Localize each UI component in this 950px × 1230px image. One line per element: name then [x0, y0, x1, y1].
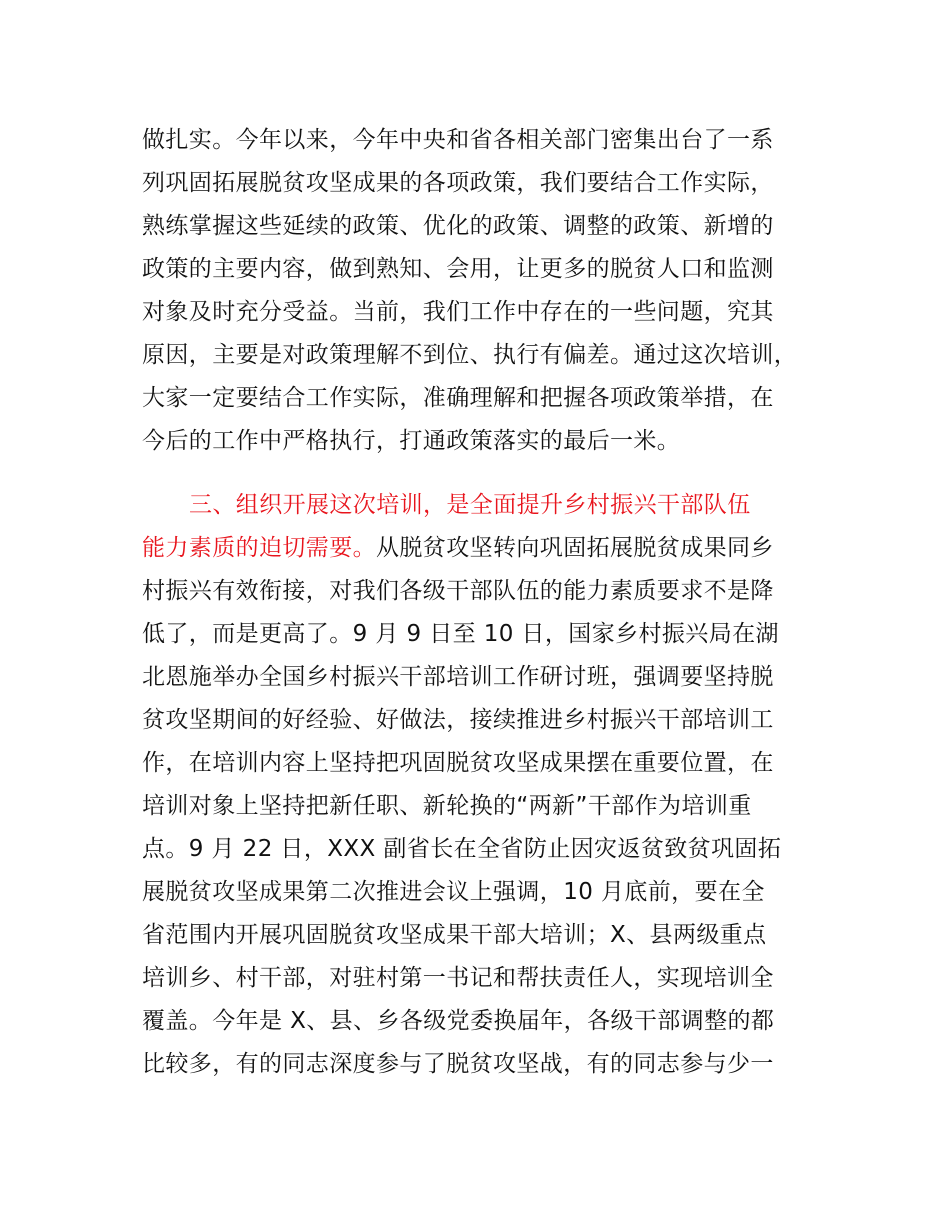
paragraph-line: 覆盖。今年是 X、县、乡各级党委换届年，各级干部调整的都	[142, 1008, 775, 1034]
paragraph-line: 培训乡、村干部，对驻村第一书记和帮扶责任人，实现培训全	[142, 965, 774, 991]
paragraph-line: 低了，而是更高了。9 月 9 日至 10 日，国家乡村振兴局在湖	[142, 621, 779, 647]
paragraph-line: 政策的主要内容，做到熟知、会用，让更多的脱贫人口和监测	[142, 256, 774, 282]
paragraph-line: 做扎实。今年以来，今年中央和省各相关部门密集出台了一系	[142, 127, 774, 153]
paragraph-line: 培训对象上坚持把新任职、新轮换的“两新”干部作为培训重	[142, 793, 752, 819]
section-heading-tail: 能力素质的迫切需要。	[142, 535, 376, 561]
paragraph-line: 大家一定要结合工作实际，准确理解和把握各项政策举措，在	[142, 385, 774, 411]
paragraph-line: 展脱贫攻坚成果第二次推进会议上强调，10 月底前，要在全	[142, 879, 765, 905]
paragraph-line: 北恩施举办全国乡村振兴干部培训工作研讨班，强调要坚持脱	[142, 664, 774, 690]
paragraph-line: 熟练掌握这些延续的政策、优化的政策、调整的政策、新增的	[142, 213, 774, 239]
section-heading: 三、组织开展这次培训，是全面提升乡村振兴干部队伍	[189, 492, 751, 518]
paragraph-line: 列巩固拓展脱贫攻坚成果的各项政策，我们要结合工作实际，	[142, 170, 774, 196]
paragraph-line: 村振兴有效衔接，对我们各级干部队伍的能力素质要求不是降	[142, 578, 774, 604]
paragraph-text: 从脱贫攻坚转向巩固拓展脱贫成果同乡	[376, 535, 774, 561]
paragraph-line: 省范围内开展巩固脱贫攻坚成果干部大培训；X、县两级重点	[142, 922, 767, 948]
paragraph-line: 对象及时充分受益。当前，我们工作中存在的一些问题，究其	[142, 299, 774, 325]
paragraph-line: 原因，主要是对政策理解不到位、执行有偏差。通过这次培训，	[142, 342, 798, 368]
paragraph-line: 贫攻坚期间的好经验、好做法，接续推进乡村振兴干部培训工	[142, 707, 774, 733]
paragraph-line: 点。9 月 22 日，XXX 副省长在全省防止因灾返贫致贫巩固拓	[142, 836, 782, 862]
paragraph-line: 今后的工作中严格执行，打通政策落实的最后一米。	[142, 428, 681, 454]
section-heading-continuation	[142, 533, 774, 563]
paragraph-line: 比较多，有的同志深度参与了脱贫攻坚战，有的同志参与少一	[142, 1051, 774, 1077]
paragraph-line: 作，在培训内容上坚持把巩固脱贫攻坚成果摆在重要位置，在	[142, 750, 774, 776]
